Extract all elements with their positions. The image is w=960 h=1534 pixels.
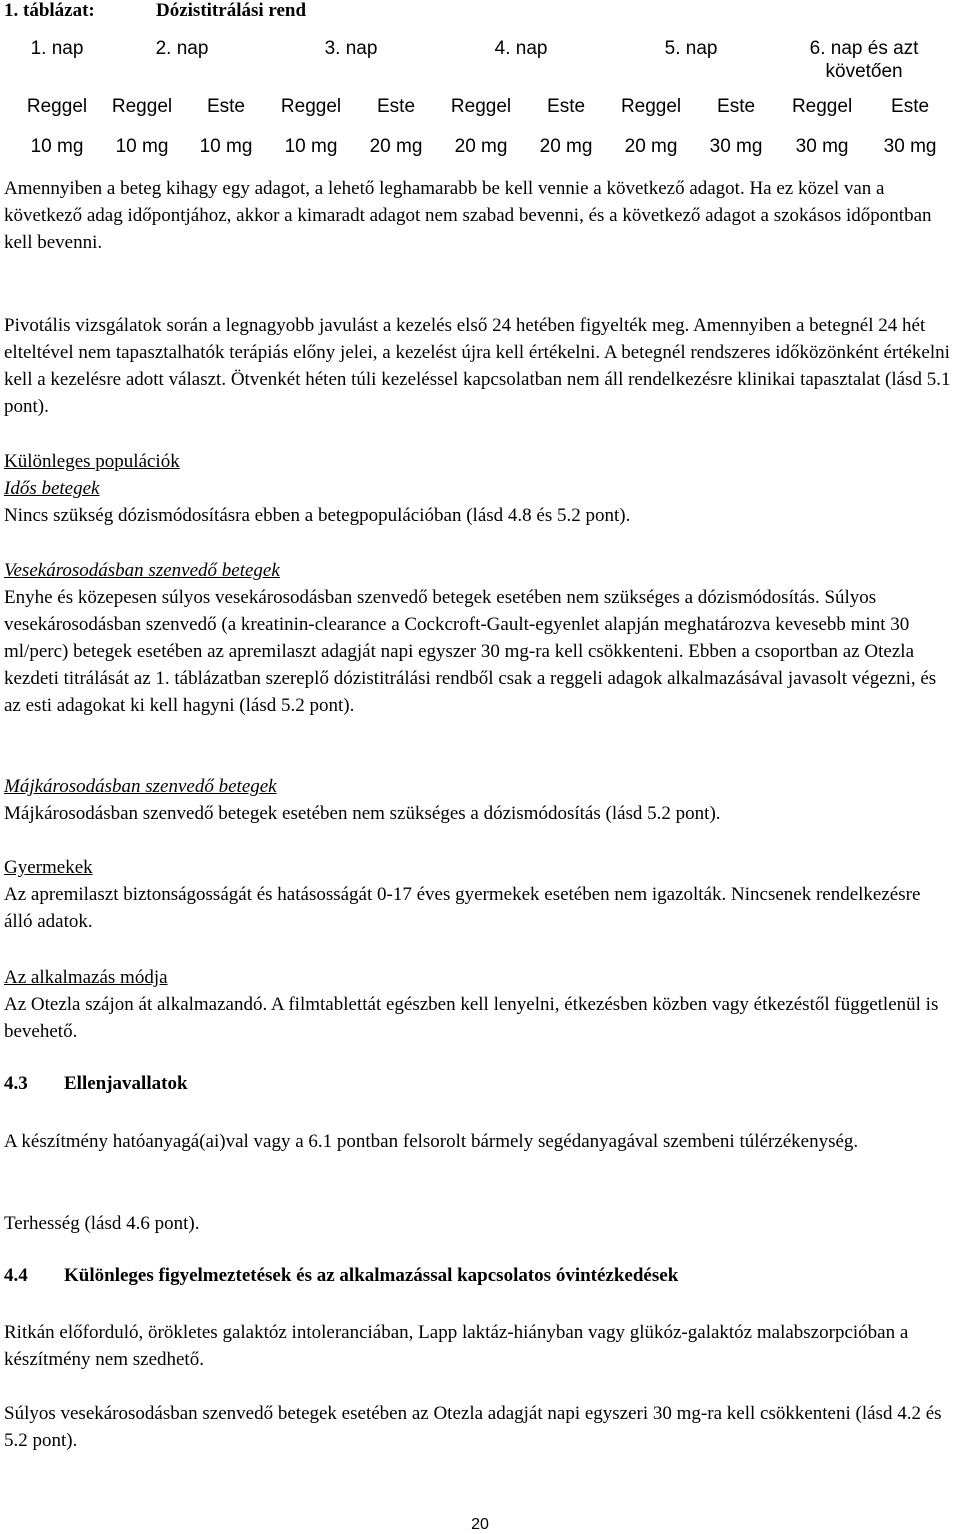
administration-section — [4, 964, 952, 1045]
table-cell-time: Este — [377, 96, 416, 117]
paragraph-text: Amennyiben a beteg kihagy egy adagot, a lehető leghamarabb be kell vennie a következő adagot. Ha ez közel van a következő adag időpontjához, akkor a kimaradt adagot nem szabad bevenni, és a következő adagot a szokásos időpontban kell bevenni. — [4, 178, 932, 253]
table-cell-dose: 20 mg — [369, 136, 423, 157]
table-caption-label: 1. táblázat: — [4, 0, 95, 21]
elderly-heading: Idős betegek — [4, 478, 100, 499]
section-4-3-heading — [4, 1073, 188, 1095]
table-cell-dose: 10 mg — [30, 136, 84, 157]
table-cell-time: Reggel — [111, 96, 173, 117]
table-cell-time: Reggel — [450, 96, 512, 117]
table-cell-dose: 30 mg — [883, 136, 937, 157]
hepatic-heading: Májkárosodásban szenvedő betegek — [4, 776, 277, 797]
table-cell-day: 6. nap és azt követően — [809, 38, 919, 82]
section-4-4-heading — [4, 1265, 678, 1287]
special-populations-heading: Különleges populációk — [4, 451, 180, 472]
section-4-4-text-1 — [4, 1319, 952, 1373]
table-cell-time: Reggel — [620, 96, 682, 117]
contraindication-text: A készítmény hatóanyagá(ai)val vagy a 6.1 pontban felsorolt bármely segédanyagával szembeni túlérzékenység. — [4, 1131, 859, 1152]
warning-text: Súlyos vesekárosodásban szenvedő betegek esetében az Otezla adagját napi egyszeri 30 mg-ra kell csökkenteni (lásd 4.2 és 5.2 pont). — [4, 1403, 942, 1451]
table-caption-title: Dózistitrálási rend — [156, 0, 307, 21]
table-cell-dose: 30 mg — [795, 136, 849, 157]
table-cell-dose: 20 mg — [454, 136, 508, 157]
section-4-4-text-2 — [4, 1400, 952, 1454]
table-cell-dose: 20 mg — [624, 136, 678, 157]
section-title: Ellenjavallatok — [64, 1073, 188, 1094]
renal-text: Enyhe és közepesen súlyos vesekárosodásban szenvedő betegek esetében nem szükséges a dózismódosítás. Súlyos vesekárosodásban szenvedő (a kreatinin-clearance a Cockcroft-Gault-egyenlet alapján meghatározva kevesebb mint 30 ml/perc) betegek esetében az apremilaszt adagját napi egyszer 30 mg-ra kell csökkenteni. Ebben a csoportban az Otezla kezdeti titrálását az 1. táblázatban szereplő dózistitrálási rendből csak a reggeli adagok alkalmazásával javasolt végezni, és az esti adagokat ki kell hagyni (lásd 5.2 pont). — [4, 587, 937, 716]
section-4-3-text — [4, 1128, 952, 1155]
hepatic-text: Májkárosodásban szenvedő betegek esetében nem szükséges a dózismódosítás (lásd 5.2 pont). — [4, 803, 721, 824]
section-number: 4.3 — [4, 1073, 28, 1094]
table-cell-time: Reggel — [791, 96, 853, 117]
page-number: 20 — [471, 1516, 489, 1533]
section-4-3-pregnancy — [4, 1210, 952, 1237]
paragraph-text: Pivotális vizsgálatok során a legnagyobb javulást a kezelés első 24 hetében figyelték meg. Amennyiben a betegnél 24 hét elteltével nem tapasztalhatók terápiás előny jelei, a kezelést újra kell értékelni. A betegnél rendszeres időközönként értékelni kell a kezelésre adott választ. Ötvenkét héten túli kezeléssel kapcsolatban nem áll rendelkezésre klinikai tapasztalat (lásd 5.1 pont). — [4, 315, 951, 417]
table-cell-day: 2. nap — [155, 38, 209, 59]
pivotal-paragraph — [4, 312, 952, 420]
table-cell-day: 5. nap — [664, 38, 718, 59]
table-cell-day: 1. nap — [30, 38, 84, 59]
children-section — [4, 854, 952, 935]
special-populations-section — [4, 448, 952, 529]
table-row-times — [16, 95, 952, 135]
table-cell-dose: 10 mg — [199, 136, 253, 157]
section-title: Különleges figyelmeztetések és az alkalmazással kapcsolatos óvintézkedések — [64, 1265, 679, 1286]
warning-text: Ritkán előforduló, örökletes galaktóz intoleranciában, Lapp laktáz-hiányban vagy glükóz-galaktóz malabszorpcióban a készítmény nem szedhető. — [4, 1322, 909, 1370]
table-row-doses — [16, 135, 952, 163]
hepatic-section — [4, 773, 952, 827]
table-row-days — [16, 30, 952, 95]
table-cell-dose: 10 mg — [284, 136, 338, 157]
table-cell-dose: 30 mg — [709, 136, 763, 157]
renal-section — [4, 557, 952, 719]
administration-heading: Az alkalmazás módja — [4, 967, 168, 988]
table-cell-day: 4. nap — [494, 38, 548, 59]
administration-text: Az Otezla szájon át alkalmazandó. A filmtablettát egészben kell lenyelni, étkezésben közben vagy étkezéstől függetlenül is bevehető. — [4, 994, 939, 1042]
children-text: Az apremilaszt biztonságosságát és hatásosságát 0-17 éves gyermekek esetében nem igazolták. Nincsenek rendelkezésre álló adatok. — [4, 884, 921, 932]
missed-dose-paragraph — [4, 175, 952, 256]
table-cell-time: Este — [547, 96, 586, 117]
table-cell-day: 3. nap — [324, 38, 378, 59]
table-cell-time: Este — [206, 96, 246, 117]
children-heading: Gyermekek — [4, 857, 93, 878]
table-cell-time: Reggel — [280, 96, 342, 117]
table-cell-time: Este — [891, 96, 930, 117]
table-cell-time: Este — [717, 96, 756, 117]
renal-heading: Vesekárosodásban szenvedő betegek — [4, 560, 280, 581]
dose-titration-table — [16, 30, 952, 163]
section-number: 4.4 — [4, 1265, 28, 1286]
table-cell-dose: 10 mg — [115, 136, 169, 157]
table-cell-dose: 20 mg — [539, 136, 593, 157]
table-cell-time: Reggel — [26, 96, 88, 117]
pregnancy-text: Terhesség (lásd 4.6 pont). — [4, 1213, 200, 1234]
elderly-text: Nincs szükség dózismódosításra ebben a betegpopulációban (lásd 4.8 és 5.2 pont). — [4, 505, 631, 526]
